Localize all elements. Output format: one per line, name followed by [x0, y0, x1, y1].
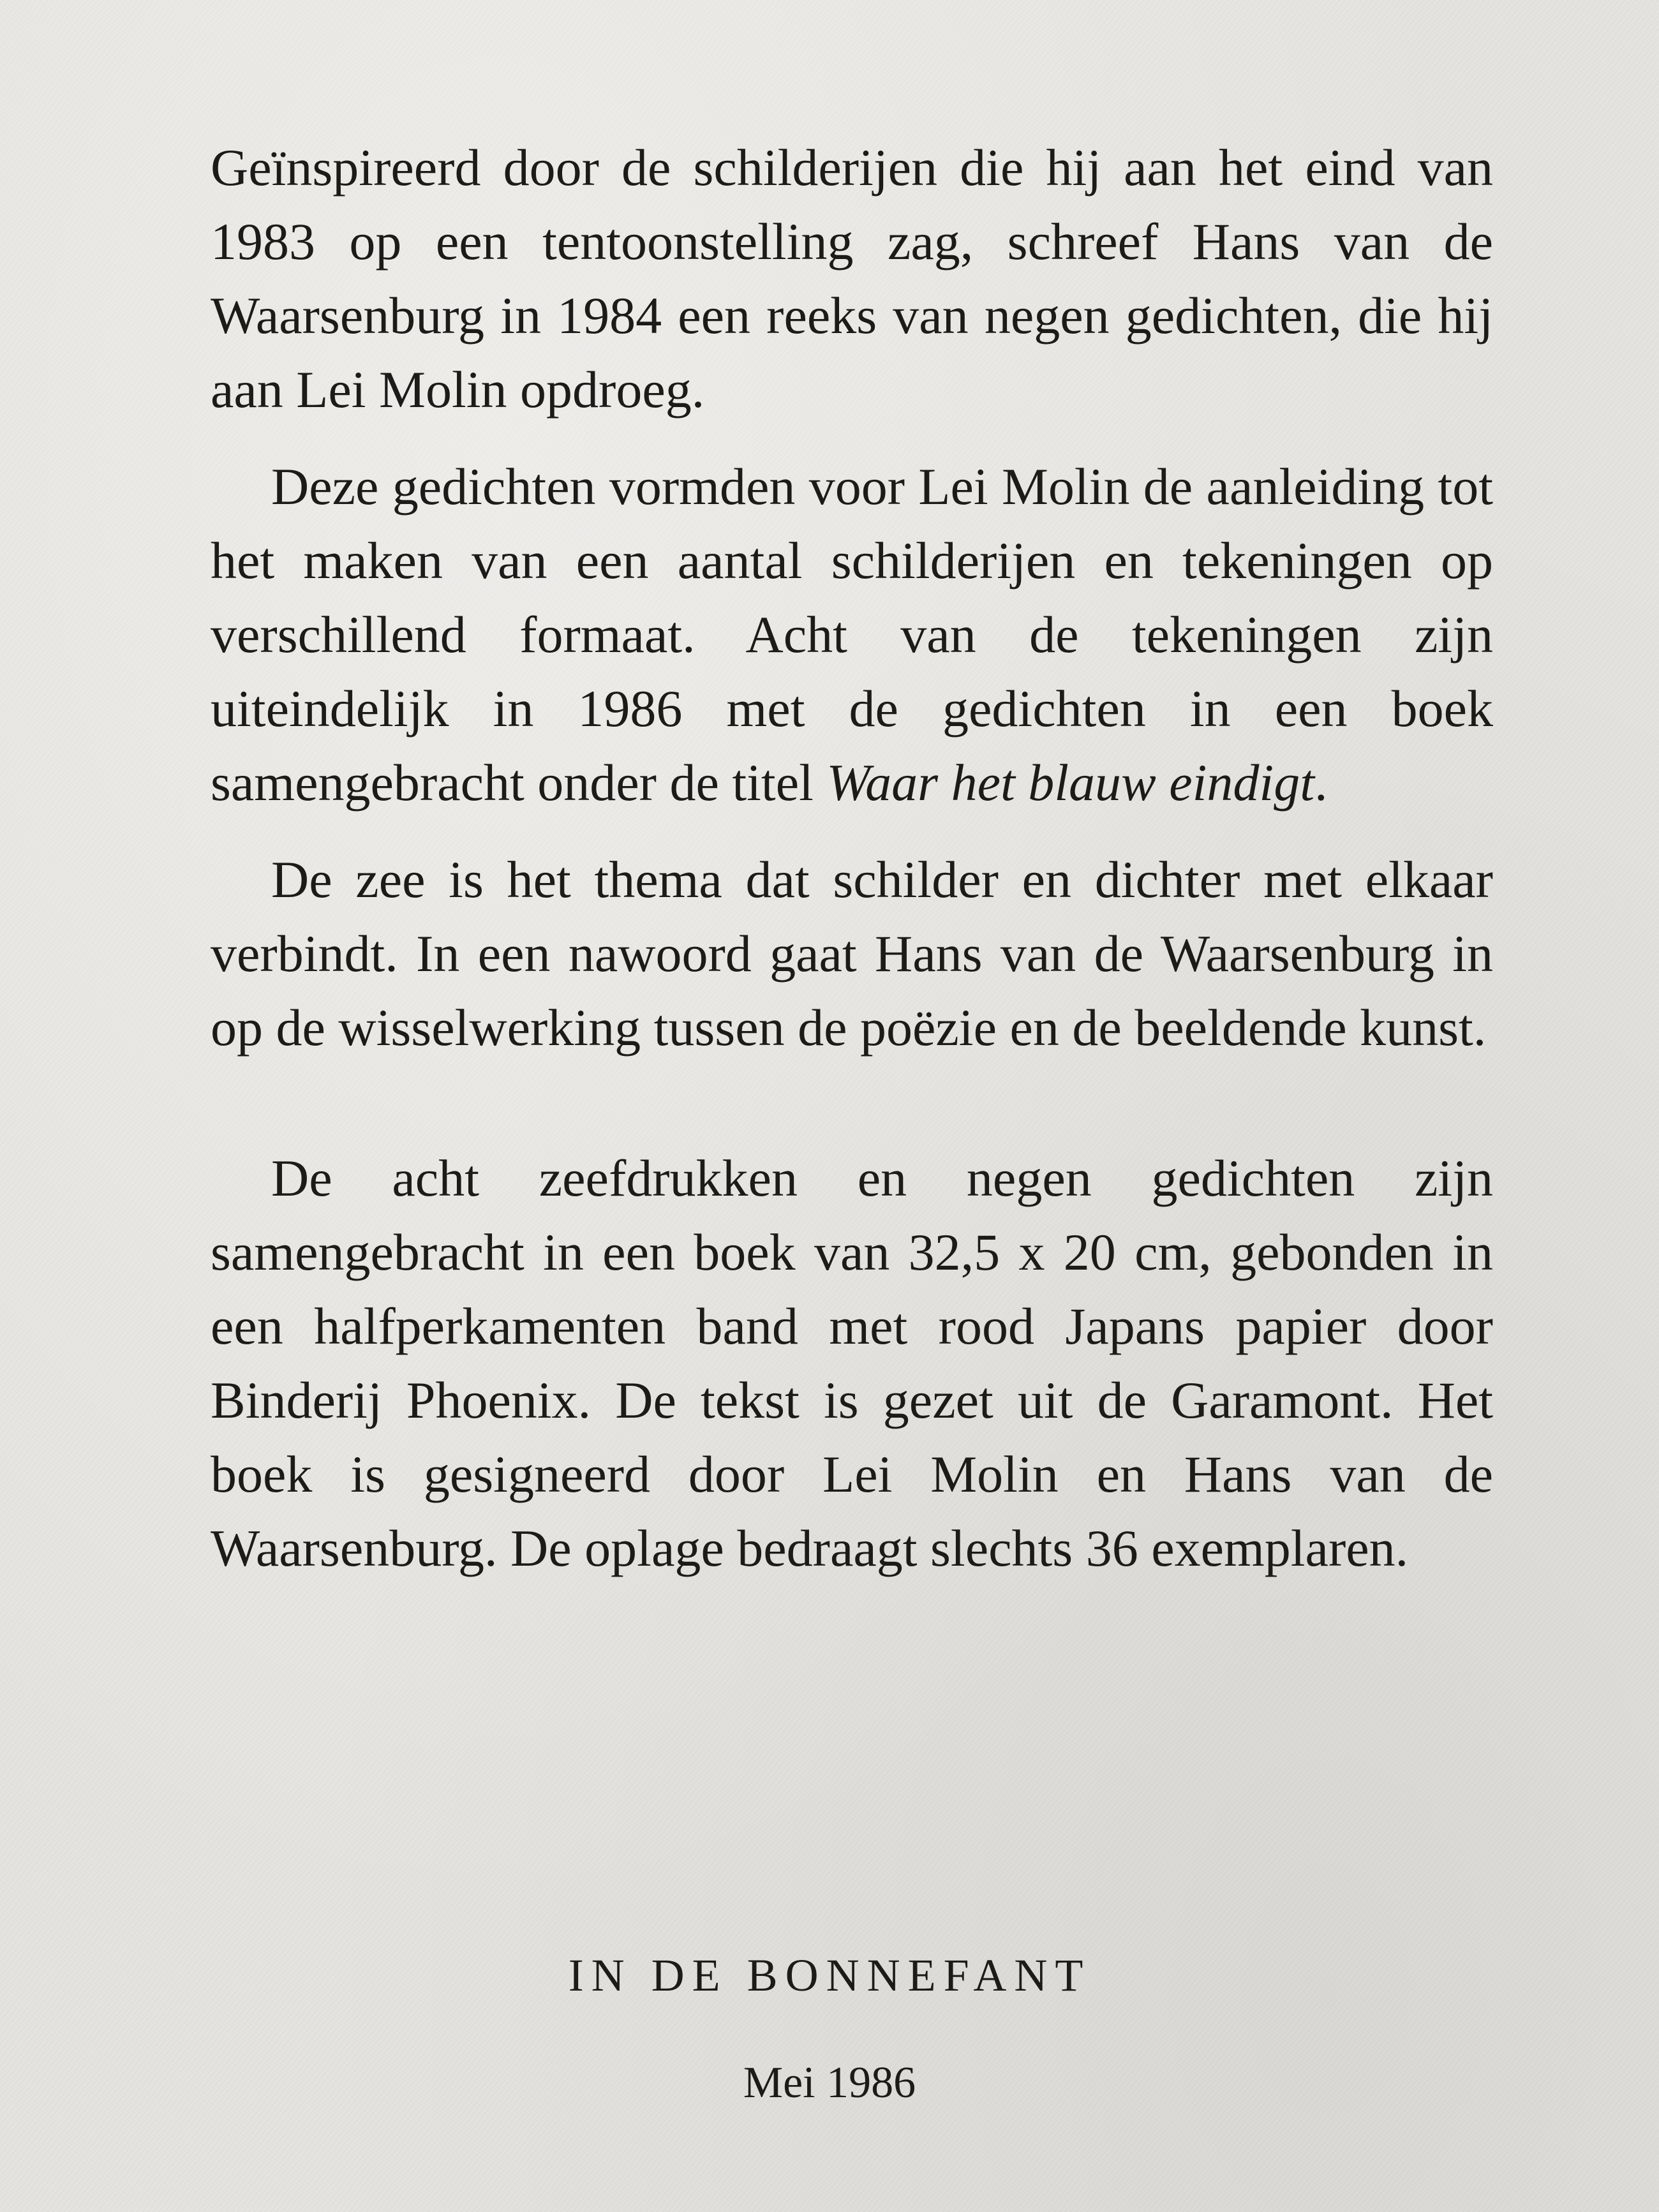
paragraph-theme: De zee is het thema dat schilder en dichter met elkaar verbindt. In een nawoord gaat Hans van de Waarsenburg in op de wisselwerking tussen de poëzie en de beeldende kunst. [211, 850, 1493, 1057]
paragraph-book-origin-text: Deze gedichten vormden voor Lei Molin de aanleiding tot het maken van een aantal schilderijen en tekeningen op verschillend formaat. Acht van de tekeningen zijn uiteindelijk in 1986 met de gedichten in een boek samengebracht onder de titel [211, 457, 1493, 812]
paragraph-book-origin-end: . [1314, 753, 1328, 812]
body-text [211, 131, 1493, 1585]
paragraph-edition-details: De acht zeefdrukken en negen gedichten zijn samengebracht in een boek van 32,5 x 20 cm, gebonden in een halfperkamenten band met rood Japans papier door Binderij Phoenix. De tekst is gezet uit de Garamont. Het boek is gesigneerd door Lei Molin en Hans van de Waarsenburg. De oplage bedraagt slechts 36 exemplaren. [211, 1149, 1493, 1577]
paragraph-book-origin [211, 450, 1493, 820]
book-title: Waar het blauw eindigt [826, 753, 1314, 812]
publisher-name: IN DE BONNEFANT [568, 1950, 1091, 2001]
paragraph-inspiration: Geïnspireerd door de schilderijen die hij aan het eind van 1983 op een tentoonstelling zag, schreef Hans van de Waarsenburg in 1984 een reeks van negen gedichten, die hij aan Lei Molin opdroeg. [211, 138, 1493, 419]
publication-date: Mei 1986 [743, 2058, 916, 2107]
